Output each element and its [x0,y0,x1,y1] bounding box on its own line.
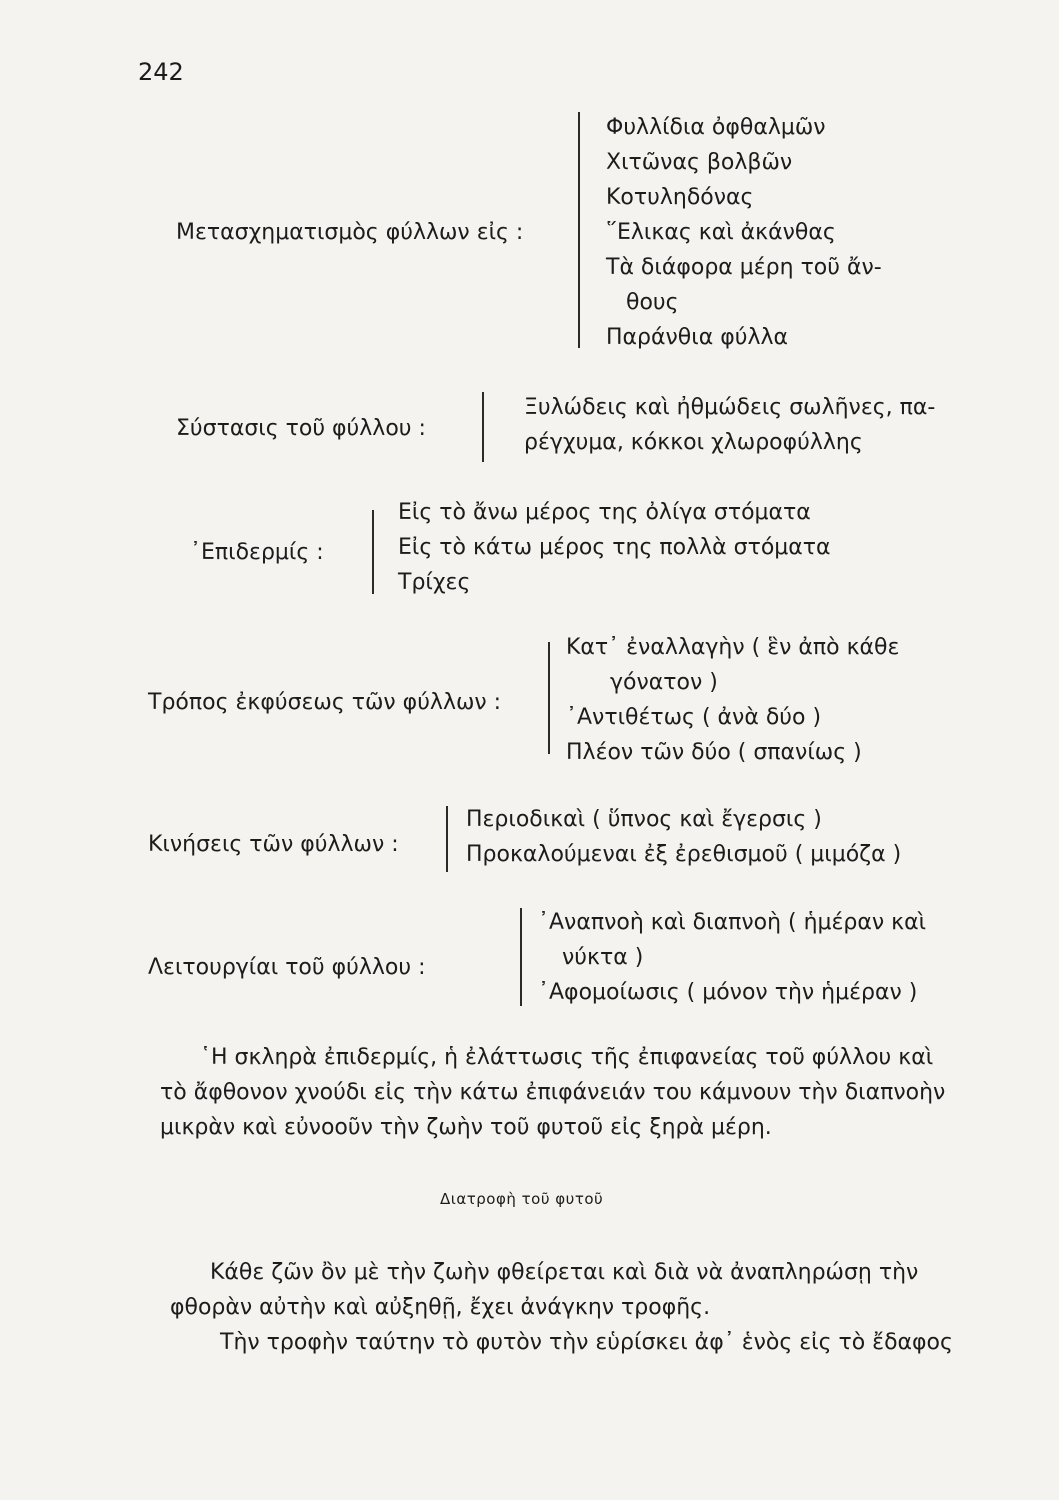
list-item: Τρίχες [398,570,471,595]
list-item: Περιοδικαὶ ( ὕπνος καὶ ἔγερσις ) [466,807,822,832]
group-label: Τρόπος ἐκφύσεως τῶν φύλλων : [148,690,502,715]
text-line: ῾Η σκληρὰ ἐπιδερμίς, ἡ ἐλάττωσις τῆς ἐπιφανείας τοῦ φύλλου καὶ [200,1045,934,1070]
list-item: Τὰ διάφορα μέρη τοῦ ἄν- [606,255,882,280]
group-label: ᾿Επιδερμίς : [190,540,324,565]
list-item: γόνατον ) [610,670,718,695]
list-item: Κατ᾿ ἐναλλαγὴν ( ἓν ἀπὸ κάθε [566,635,900,660]
text-line: Τὴν τροφὴν ταύτην τὸ φυτὸν τὴν εὑρίσκει ἀφ᾿ ἑνὸς εἰς τὸ ἔδαφος [220,1330,953,1355]
list-item: Φυλλίδια ὀφθαλμῶν [606,115,826,140]
text-line: φθορὰν αὐτὴν καὶ αὐξηθῇ, ἔχει ἀνάγκην τροφῆς. [170,1295,711,1320]
group-items [606,110,976,355]
brace [446,806,448,872]
list-item: ᾿Αντιθέτως ( ἀνὰ δύο ) [566,705,822,730]
brace [578,112,580,348]
text-line: μικρὰν καὶ εὐνοοῦν τὴν ζωὴν τοῦ φυτοῦ εἰς ξηρὰ μέρη. [160,1115,772,1140]
group-items [398,495,831,600]
group-label: Σύστασις τοῦ φύλλου : [176,416,426,441]
group-label: Κινήσεις τῶν φύλλων : [148,832,399,857]
list-item: ῞Ελικας καὶ ἀκάνθας [606,220,836,245]
text-line: τὸ ἄφθονον χνούδι εἰς τὴν κάτω ἐπιφάνειάν του κάμνουν τὴν διαπνοὴν [160,1080,946,1105]
list-item: Εἰς τὸ κάτω μέρος της πολλὰ στόματα [398,535,831,560]
list-item: Κοτυληδόνας [606,185,754,210]
page-number: 242 [138,58,184,86]
group-items [524,390,935,460]
text-line: Κάθε ζῶν ὂν μὲ τὴν ζωὴν φθείρεται καὶ διὰ νὰ ἀναπληρώσῃ τὴν [210,1260,919,1285]
list-item: ᾿Αφομοίωσις ( μόνον τὴν ἡμέραν ) [538,980,918,1005]
list-item: Προκαλούμεναι ἐξ ἐρεθισμοῦ ( μιμόζα ) [466,842,902,867]
paragraph-transpiration [160,1040,990,1145]
list-item: Χιτῶνας βολβῶν [606,150,793,175]
list-item: Ξυλώδεις καὶ ἠθμώδεις σωλῆνες, πα- [524,395,936,420]
list-item: Πλέον τῶν δύο ( σπανίως ) [566,740,862,765]
brace [520,908,522,1006]
group-items [538,905,926,1010]
list-item: θους [626,290,679,315]
list-item: Παράνθια φύλλα [606,325,788,350]
brace [482,392,484,462]
group-label: Μετασχηματισμὸς φύλλων εἰς : [176,220,524,245]
section-heading: Διατροφὴ τοῦ φυτοῦ [440,1190,604,1208]
brace [548,642,550,754]
paragraph-nutrition [170,1255,990,1360]
group-items [566,630,980,770]
brace [372,510,374,594]
list-item: Εἰς τὸ ἄνω μέρος της ὀλίγα στόματα [398,500,811,525]
list-item: ᾿Αναπνοὴ καὶ διαπνοὴ ( ἡμέραν καὶ [538,910,927,935]
group-label: Λειτουργίαι τοῦ φύλλου : [148,955,426,980]
list-item: νύκτα ) [562,945,644,970]
group-items [466,802,901,872]
list-item: ρέγχυμα, κόκκοι χλωροφύλλης [524,430,863,455]
